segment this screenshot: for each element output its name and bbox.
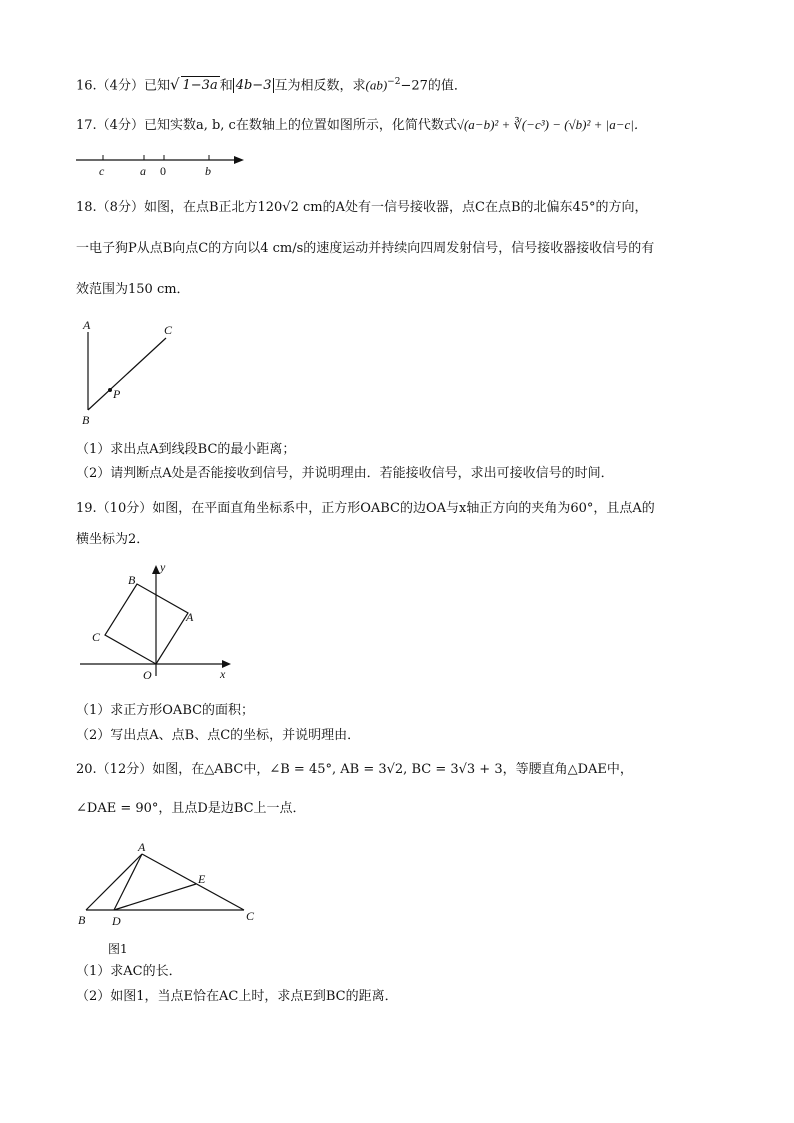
label-a: a (140, 164, 146, 178)
q16-mid: 互为相反数，求 (274, 78, 366, 94)
q16-exponent: −2 (387, 77, 401, 87)
segment-de (114, 884, 196, 910)
q17-expression: √(a−b)² + ∛(−c³) − (√b)² + |a−c|． (456, 117, 647, 132)
q18-sub2: （2）请判断点A处是否能接收到信号，并说明理由．若能接收信号，求出可接收信号的时间． (76, 466, 614, 481)
segment-ac (142, 854, 244, 910)
label-a: A (83, 318, 91, 332)
label-a: A (186, 610, 194, 624)
q20-line1: 20.（12分）如图，在△ABC中，∠B = 45°, AB = 3√2, BC = 3√3 + 3，等腰直角△DAE中， (76, 762, 633, 777)
q18-figure (76, 318, 196, 433)
q18-line3: 效范围为150 cm． (76, 282, 190, 297)
q16-line: 16.（4分）已知√ 1−3a 和 4b−3 互为相反数，求(ab)$^{-2}$−27的值． (76, 75, 467, 94)
label-p: P (113, 387, 121, 401)
label-0: 0 (160, 164, 166, 178)
q16-abs: 4b−3 (233, 78, 275, 93)
q18-line1: 18.（8分）如图，在点B正北方120√2 cm的A处有一信号接收器，点C在点B的北偏东45°的方向， (76, 200, 648, 215)
q20-figure-caption: 图1 (108, 942, 128, 956)
point-p (108, 388, 112, 392)
q17-number-line (76, 150, 256, 180)
label-b: B (78, 913, 86, 927)
label-b: B (128, 573, 136, 587)
label-x: x (220, 667, 226, 681)
label-c: C (164, 323, 173, 337)
segment-ab (86, 854, 142, 910)
q19-line1: 19.（10分）如图，在平面直角坐标系中，正方形OABC的边OA与x轴正方向的夹角为60°，且点A的 (76, 501, 655, 516)
label-c: C (246, 909, 255, 923)
label-o: O (143, 668, 152, 682)
q17-text: 17.（4分）已知实数a, b, c在数轴上的位置如图所示，化简代数式 (76, 118, 457, 133)
q18-line2: 一电子狗P从点B向点C的方向以4 cm/s的速度运动并持续向四周发射信号，信号接收器接收信号的有 (76, 241, 655, 256)
q19-line2: 横坐标为2． (76, 532, 150, 547)
q16-and: 和 (219, 78, 233, 94)
q16-tail: −27的值． (400, 78, 467, 94)
q19-sub2: （2）写出点A、点B、点C的坐标，并说明理由． (76, 728, 361, 743)
square-oabc (105, 584, 188, 664)
segment-ad (114, 854, 142, 910)
label-d: D (112, 914, 121, 928)
q19-figure (76, 560, 241, 685)
q19-sub1: （1）求正方形OABC的面积； (76, 703, 255, 718)
q16-prefix: 16.（4分）已知 (76, 78, 170, 94)
label-c: C (92, 630, 101, 644)
label-a: A (138, 840, 146, 854)
q20-sub1: （1）求AC的长． (76, 964, 182, 979)
label-c: c (99, 164, 105, 178)
q20-figure (76, 838, 266, 938)
q18-sub1: （1）求出点A到线段BC的最小距离； (76, 442, 296, 457)
q16-expr: (ab) (365, 77, 388, 93)
y-axis-arrow-icon (152, 565, 160, 574)
q17-line (76, 116, 647, 135)
number-line-arrow-icon (234, 156, 244, 164)
q20-line2: ∠DAE = 90°，且点D是边BC上一点． (76, 801, 306, 816)
label-b: B (82, 413, 90, 427)
q16-radicand: 1−3a (182, 78, 218, 94)
label-b: b (205, 164, 211, 178)
q20-sub2: （2）如图1，当点E恰在AC上时，求点E到BC的距离． (76, 989, 398, 1004)
label-y: y (160, 560, 166, 574)
segment-bc (88, 338, 166, 410)
label-e: E (198, 872, 206, 886)
